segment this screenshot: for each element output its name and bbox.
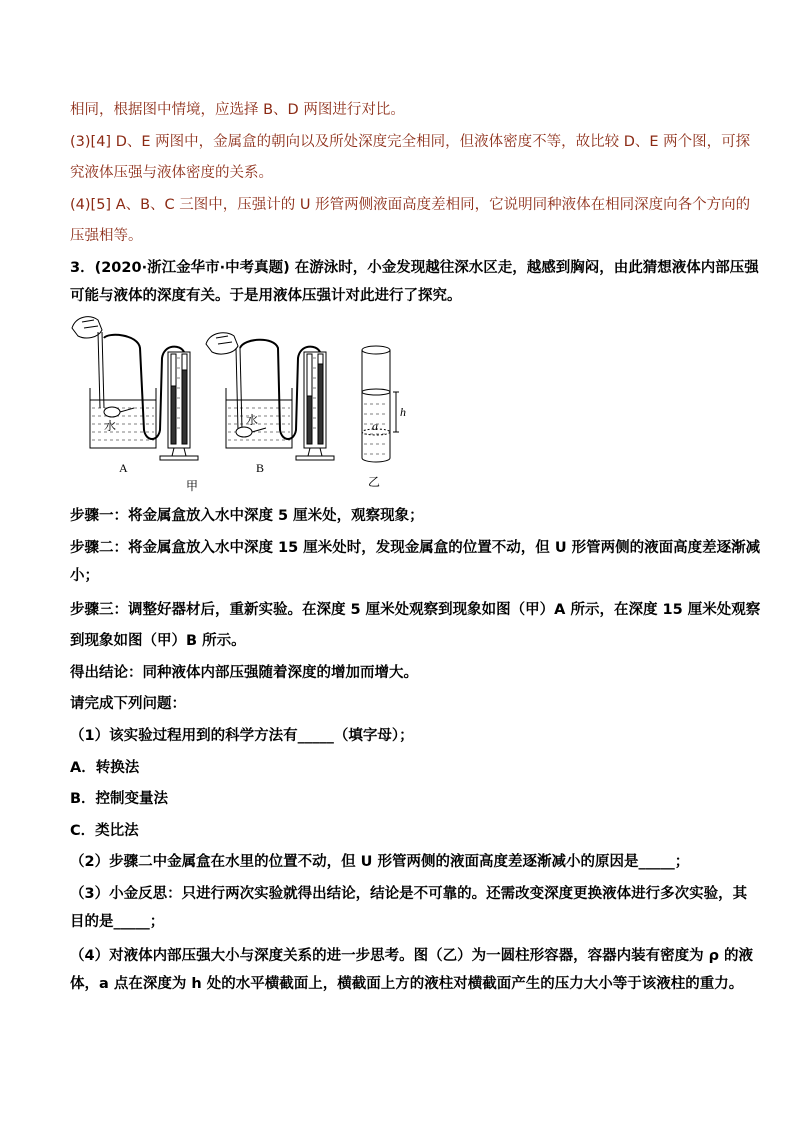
figure-yi-label: 乙 <box>368 475 381 489</box>
step-three-line-2: 到现象如图（甲）B 所示。 <box>70 633 246 649</box>
question-item-3-line-1: （3）小金反思：只进行两次实验就得出结论，结论是不可靠的。还需改变深度更换液体进行多次实验，其 <box>70 886 748 902</box>
figure-jia-label: 甲 <box>186 479 199 493</box>
apparatus-a-label: A <box>119 461 128 475</box>
question-item-3-line-2: 目的是_____； <box>70 914 165 930</box>
depth-h-label: h <box>400 405 406 419</box>
apparatus-a <box>72 317 198 460</box>
question-item-4-line-2: 体，a 点在深度为 h 处的水平横截面上，横截面上方的液柱对横截面产生的压力大小等于该液柱的重力。 <box>70 976 744 992</box>
step-two-line-2: 小； <box>70 568 99 584</box>
prompt-text: 请完成下列问题： <box>70 696 186 712</box>
question-item-4-line-1: （4）对液体内部压强大小与深度关系的进一步思考。图（乙）为一圆柱形容器，容器内装有密度为 ρ 的液 <box>70 948 754 964</box>
answer-line-2: (3)[4] D、E 两图中，金属盒的朝向以及所处深度完全相同，但液体密度不等，故比较 D、E 两个图，可探 <box>70 134 751 150</box>
point-a-label: a <box>372 419 378 433</box>
answer-line-5: 压强相等。 <box>70 228 143 244</box>
experiment-figure <box>68 308 428 498</box>
option-a: A．转换法 <box>70 760 140 776</box>
conclusion: 得出结论：同种液体内部压强随着深度的增加而增大。 <box>70 665 418 681</box>
question-3-line-1: 3．(2020·浙江金华市·中考真题) 在游泳时，小金发现越往深水区走，越感到胸闷，由此猜想液体内部压强 <box>70 260 759 276</box>
question-3-line-2: 可能与液体的深度有关。于是用液体压强计对此进行了探究。 <box>70 288 462 304</box>
step-one: 步骤一：将金属盒放入水中深度 5 厘米处，观察现象； <box>70 508 424 524</box>
option-b: B．控制变量法 <box>70 791 169 807</box>
cylinder-container <box>362 346 399 462</box>
question-item-1: （1）该实验过程用到的科学方法有_____（填字母）； <box>70 728 414 744</box>
answer-line-4: (4)[5] A、B、C 三图中，压强计的 U 形管两侧液面高度差相同，它说明同种液体在相同深度向各个方向的 <box>70 197 751 213</box>
answer-line-1: 相同，根据图中情境，应选择 B、D 两图进行对比。 <box>70 102 405 118</box>
option-c: C．类比法 <box>70 823 139 839</box>
water-label-a: 水 <box>104 419 117 433</box>
step-two-line-1: 步骤二：将金属盒放入水中深度 15 厘米处时，发现金属盒的位置不动，但 U 形管两侧的液面高度差逐渐减 <box>70 540 761 556</box>
apparatus-b <box>206 333 334 460</box>
apparatus-b-label: B <box>256 461 265 475</box>
step-three-line-1: 步骤三：调整好器材后，重新实验。在深度 5 厘米处观察到现象如图（甲）A 所示，在深度 15 厘米处观察 <box>70 602 761 618</box>
answer-line-3: 究液体压强与液体密度的关系。 <box>70 165 273 181</box>
question-item-2: （2）步骤二中金属盒在水里的位置不动，但 U 形管两侧的液面高度差逐渐减小的原因是_____； <box>70 854 690 870</box>
water-label-b: 水 <box>246 413 259 427</box>
